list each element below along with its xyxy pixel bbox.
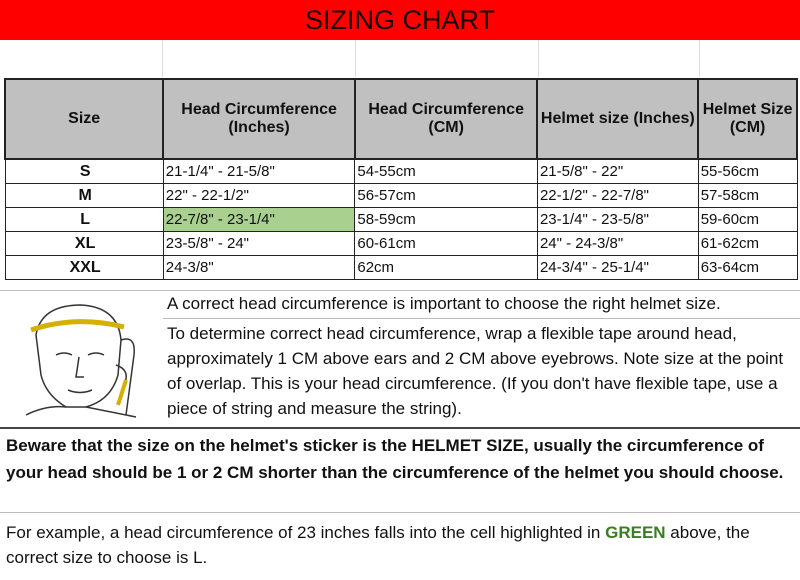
value-cell: 23-1/4" - 23-5/8" — [537, 208, 698, 232]
example-green-word: GREEN — [605, 523, 666, 542]
header-head-in: Head Circumference (Inches) — [163, 79, 355, 159]
chart-title: SIZING CHART — [0, 0, 800, 40]
header-head-cm: Head Circumference (CM) — [355, 79, 538, 159]
blank-row — [0, 40, 800, 77]
warning-section — [0, 427, 800, 513]
value-cell: 61-62cm — [698, 232, 797, 256]
head-measuring-illustration-icon — [6, 295, 156, 420]
value-cell: 59-60cm — [698, 208, 797, 232]
value-cell: 60-61cm — [355, 232, 538, 256]
note-importance: A correct head circumference is important to choose the right helmet size. — [167, 294, 721, 313]
value-cell: 57-58cm — [698, 184, 797, 208]
example-text — [6, 520, 798, 570]
value-cell: 62cm — [355, 256, 538, 280]
size-cell: M — [5, 184, 163, 208]
value-cell: 24" - 24-3/8" — [537, 232, 698, 256]
example-after: above, the correct size to choose is L. — [6, 523, 750, 567]
size-cell: L — [5, 208, 163, 232]
value-cell: 22-7/8" - 23-1/4" — [163, 208, 355, 232]
table-row — [5, 232, 797, 256]
helmet-size-warning: Beware that the size on the helmet's sticker is the HELMET SIZE, usually the circumference of your head should be 1 or 2 CM shorter than the circumference of the helmet you should choose. — [6, 436, 784, 482]
table-row — [5, 159, 797, 184]
example-section — [0, 512, 800, 580]
size-cell: XL — [5, 232, 163, 256]
value-cell: 21-5/8" - 22" — [537, 159, 698, 184]
table-row — [5, 184, 797, 208]
value-cell: 22-1/2" - 22-7/8" — [537, 184, 698, 208]
value-cell: 24-3/4" - 25-1/4" — [537, 256, 698, 280]
note-measure-instructions: To determine correct head circumference, wrap a flexible tape around head, approximately 1 CM above ears and 2 CM above eyebrows. Note size at the point of overlap. This is your head circumference. (If you don't have flexible tape, use a piece of string and measure the string). — [167, 324, 784, 418]
value-cell: 63-64cm — [698, 256, 797, 280]
size-cell: S — [5, 159, 163, 184]
value-cell: 56-57cm — [355, 184, 538, 208]
table-row — [5, 208, 797, 232]
instructions-section — [0, 290, 800, 426]
value-cell: 23-5/8" - 24" — [163, 232, 355, 256]
header-size: Size — [5, 79, 163, 159]
value-cell: 54-55cm — [355, 159, 538, 184]
size-table — [4, 78, 798, 280]
value-cell: 58-59cm — [355, 208, 538, 232]
header-row — [5, 79, 797, 159]
value-cell: 22" - 22-1/2" — [163, 184, 355, 208]
value-cell: 55-56cm — [698, 159, 797, 184]
header-helmet-cm: Helmet Size (CM) — [698, 79, 797, 159]
value-cell: 24-3/8" — [163, 256, 355, 280]
value-cell: 21-1/4" - 21-5/8" — [163, 159, 355, 184]
table-row — [5, 256, 797, 280]
header-helmet-in: Helmet size (Inches) — [537, 79, 698, 159]
size-cell: XXL — [5, 256, 163, 280]
example-before: For example, a head circumference of 23 inches falls into the cell highlighted in — [6, 523, 606, 542]
